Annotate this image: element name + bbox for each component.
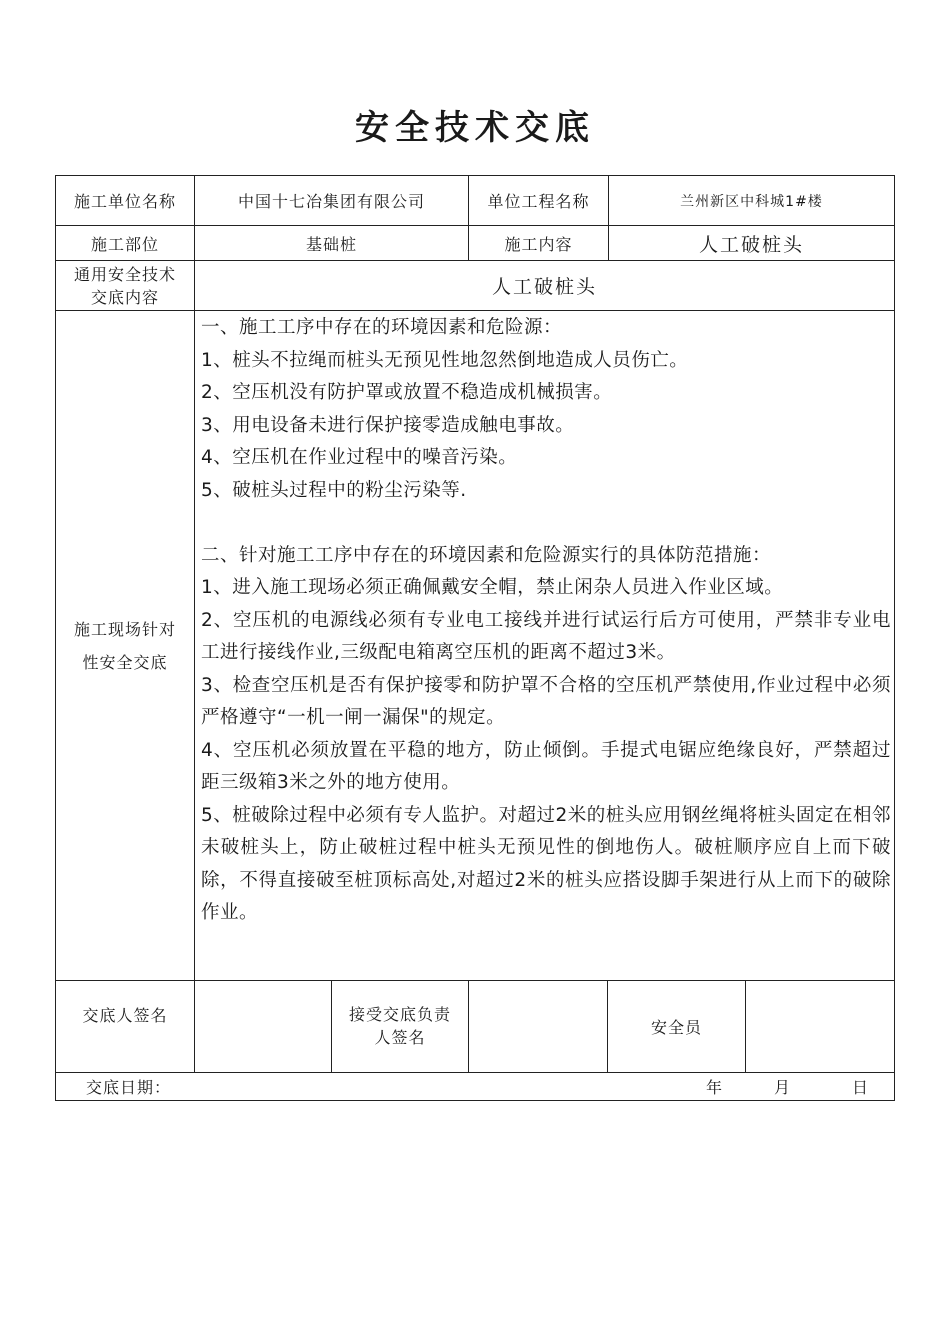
hazard-item-2: 2、空压机没有防护罩或放置不稳造成机械损害。 (201, 382, 613, 403)
construction-content-label: 施工内容 (504, 234, 573, 254)
discloser-signature-field[interactable] (195, 981, 331, 1072)
receiver-signature-field[interactable] (469, 981, 607, 1072)
safety-officer-label: 安全员 (650, 1018, 702, 1037)
construction-part-label: 施工部位 (90, 234, 159, 254)
receiver-signature-label-line1: 接受交底负责 (348, 1005, 451, 1024)
general-safety-label-line2: 交底内容 (90, 287, 159, 307)
date-year: 年 (706, 1078, 723, 1097)
construction-unit-value: 中国十七冶集团有限公司 (237, 192, 425, 211)
measure-item-3: 3、检查空压机是否有保护接零和防护罩不合格的空压机严禁使用,作业过程中必须严格遵守“一机一闸一漏保"的规定。 (201, 674, 891, 728)
site-safety-label-line1: 施工现场针对 (73, 619, 176, 639)
hazard-item-3: 3、用电设备未进行保护接零造成触电事故。 (201, 414, 575, 436)
date-day: 日 (852, 1078, 869, 1097)
safety-officer-signature-field[interactable] (746, 981, 894, 1072)
discloser-signature-label: 交底人签名 (82, 1005, 168, 1025)
disclosure-date-label: 交底日期： (86, 1078, 172, 1097)
site-safety-content (201, 312, 891, 930)
project-name-value: 兰州新区中科城1#楼 (680, 193, 823, 210)
site-safety-label (56, 311, 194, 980)
hazard-item-4: 4、空压机在作业过程中的噪音污染。 (201, 447, 518, 468)
receiver-signature-label-line2: 人签名 (374, 1028, 426, 1047)
row-divider-5 (55, 1072, 895, 1073)
measure-item-4: 4、空压机必须放置在平稳的地方，防止倾倒。手提式电锯应绝缘良好，严禁超过距三级箱3米之外的地方使用。 (201, 739, 891, 793)
hazard-item-1: 1、桩头不拉绳而桩头无预见性地忽然倒地造成人员伤亡。 (201, 349, 689, 371)
measure-item-5: 5、桩破除过程中必须有专人监护。对超过2米的桩头应用钢丝绳将桩头固定在相邻未破桩头上，防止破桩过程中桩头无预见性的倒地伤人。破桩顺序应自上而下破除，不得直接破至桩顶标高处,对超过2米的桩头应搭设脚手架进行从上而下的破除作业。 (201, 804, 891, 923)
hazard-heading: 一、施工工序中存在的环境因素和危险源： (201, 317, 563, 338)
table-border-bottom (55, 1100, 895, 1101)
general-safety-label (56, 261, 194, 310)
paragraph-spacer (201, 507, 891, 540)
construction-part-value: 基础桩 (305, 234, 357, 254)
date-month: 月 (774, 1078, 791, 1097)
site-safety-label-line2: 性安全交底 (82, 652, 168, 672)
measure-item-2: 2、空压机的电源线必须有专业电工接线并进行试运行后方可使用，严禁非专业电工进行接线作业,三级配电箱离空压机的距离不超过3米。 (201, 609, 891, 663)
measure-item-1: 1、进入施工现场必须正确佩戴安全帽，禁止闲杂人员进入作业区域。 (201, 577, 784, 598)
measures-heading: 二、针对施工工序中存在的环境因素和危险源实行的具体防范措施： (201, 544, 772, 566)
receiver-signature-label (332, 1001, 468, 1051)
general-safety-value: 人工破桩头 (491, 276, 597, 298)
construction-unit-label: 施工单位名称 (73, 192, 176, 211)
document-title: 安全技术交底 (355, 108, 595, 148)
table-border-right (894, 175, 895, 1101)
hazard-item-5: 5、破桩头过程中的粉尘污染等. (201, 479, 467, 501)
general-safety-label-line1: 通用安全技术 (73, 264, 176, 284)
project-name-label: 单位工程名称 (487, 192, 590, 211)
construction-content-value: 人工破桩头 (698, 233, 804, 256)
